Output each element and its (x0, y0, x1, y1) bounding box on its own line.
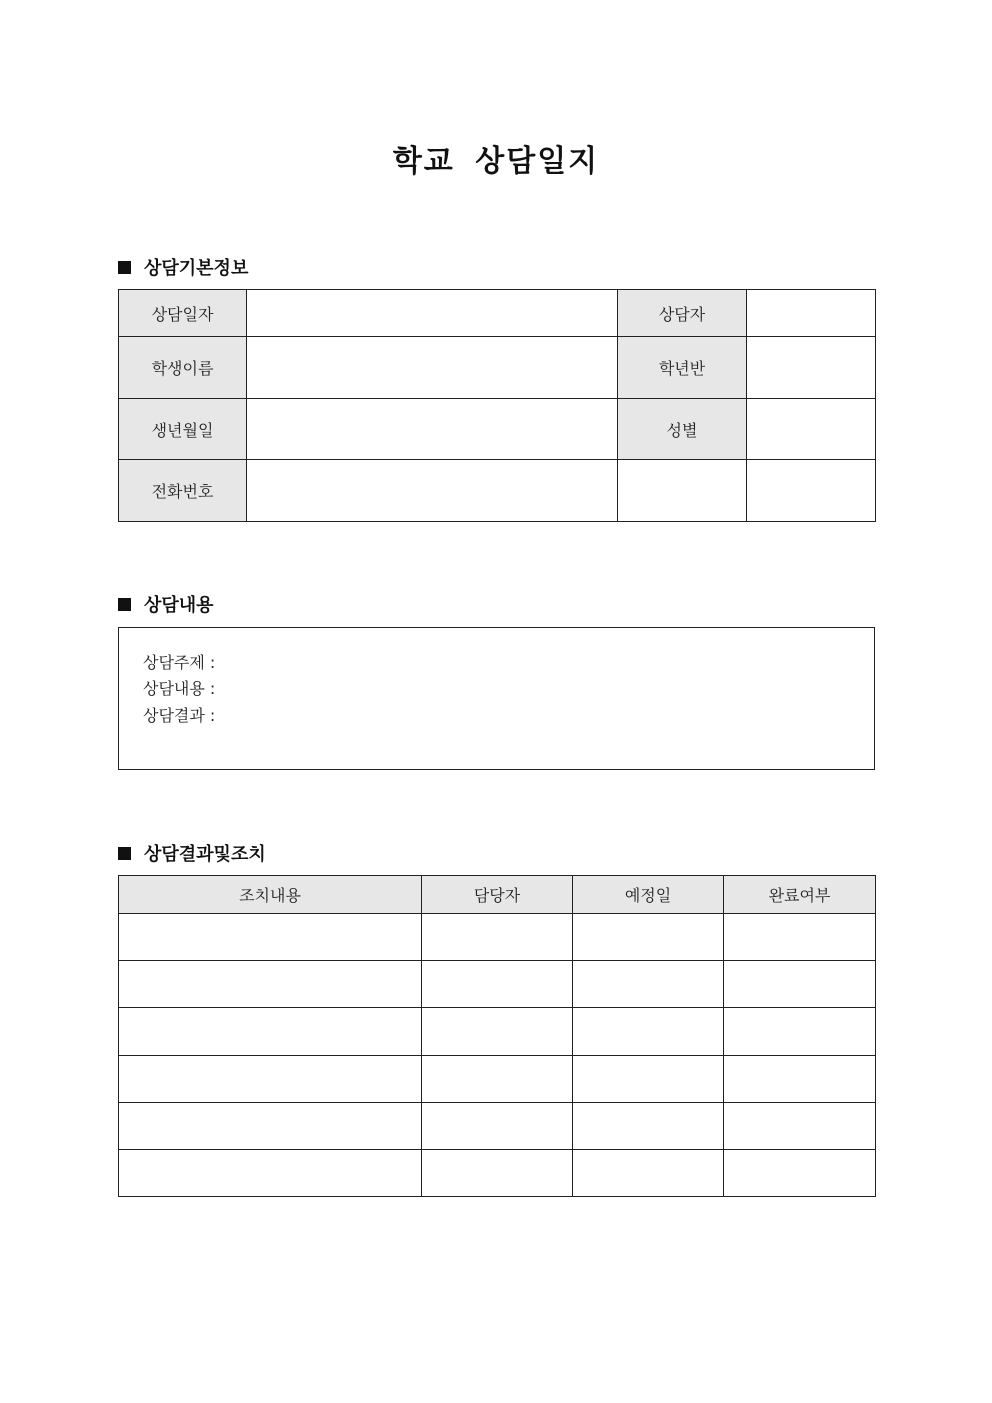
table-row (119, 1103, 876, 1150)
field-birth-date[interactable] (247, 399, 618, 460)
square-bullet-icon (118, 261, 131, 274)
table-row (119, 337, 876, 399)
cell-completion[interactable] (724, 1103, 876, 1150)
cell-due-date[interactable] (573, 1008, 724, 1056)
field-phone[interactable] (247, 460, 618, 522)
cell-completion[interactable] (724, 914, 876, 961)
section-title: 상담내용 (144, 595, 214, 616)
section-heading-basic-info (118, 254, 248, 280)
table-row (119, 1056, 876, 1103)
cell-assignee[interactable] (422, 1150, 573, 1197)
cell-action[interactable] (119, 1150, 422, 1197)
cell-due-date[interactable] (573, 1103, 724, 1150)
label-student-name: 학생이름 (119, 337, 247, 399)
field-gender[interactable] (747, 399, 876, 460)
content-box[interactable] (118, 627, 875, 770)
section-heading-content (118, 591, 214, 617)
cell-action[interactable] (119, 961, 422, 1008)
column-header-action: 조치내용 (119, 876, 422, 914)
content-topic-line: 상담주제 : (143, 653, 216, 672)
cell-due-date[interactable] (573, 914, 724, 961)
cell-action[interactable] (119, 1103, 422, 1150)
cell-assignee[interactable] (422, 914, 573, 961)
column-header-completion: 완료여부 (724, 876, 876, 914)
label-phone: 전화번호 (119, 460, 247, 522)
cell-due-date[interactable] (573, 961, 724, 1008)
actions-table (118, 875, 876, 1197)
table-row (119, 961, 876, 1008)
label-birth-date: 생년월일 (119, 399, 247, 460)
cell-assignee[interactable] (422, 1008, 573, 1056)
cell-action[interactable] (119, 1008, 422, 1056)
cell-assignee[interactable] (422, 1056, 573, 1103)
table-row (119, 399, 876, 460)
field-empty-label[interactable] (618, 460, 747, 522)
label-counselor: 상담자 (618, 290, 747, 337)
section-heading-actions (118, 840, 266, 866)
table-row (119, 290, 876, 337)
page-title: 학교 상담일지 (392, 144, 600, 179)
table-row (119, 460, 876, 522)
cell-action[interactable] (119, 914, 422, 961)
field-grade-class[interactable] (747, 337, 876, 399)
label-consult-date: 상담일자 (119, 290, 247, 337)
cell-completion[interactable] (724, 961, 876, 1008)
field-student-name[interactable] (247, 337, 618, 399)
field-counselor[interactable] (747, 290, 876, 337)
column-header-due-date: 예정일 (573, 876, 724, 914)
cell-due-date[interactable] (573, 1056, 724, 1103)
square-bullet-icon (118, 598, 131, 611)
label-gender: 성별 (618, 399, 747, 460)
square-bullet-icon (118, 847, 131, 860)
content-result-line: 상담결과 : (143, 706, 216, 725)
field-consult-date[interactable] (247, 290, 618, 337)
cell-assignee[interactable] (422, 1103, 573, 1150)
section-title: 상담기본정보 (144, 258, 249, 279)
content-detail-line: 상담내용 : (143, 679, 216, 698)
table-row (119, 914, 876, 961)
field-empty-value[interactable] (747, 460, 876, 522)
basic-info-table (118, 289, 876, 522)
cell-completion[interactable] (724, 1150, 876, 1197)
cell-action[interactable] (119, 1056, 422, 1103)
table-header-row (119, 876, 876, 914)
table-row (119, 1008, 876, 1056)
cell-completion[interactable] (724, 1056, 876, 1103)
label-grade-class: 학년반 (618, 337, 747, 399)
cell-completion[interactable] (724, 1008, 876, 1056)
cell-assignee[interactable] (422, 961, 573, 1008)
cell-due-date[interactable] (573, 1150, 724, 1197)
section-title: 상담결과및조치 (144, 844, 266, 865)
table-row (119, 1150, 876, 1197)
column-header-assignee: 담당자 (422, 876, 573, 914)
